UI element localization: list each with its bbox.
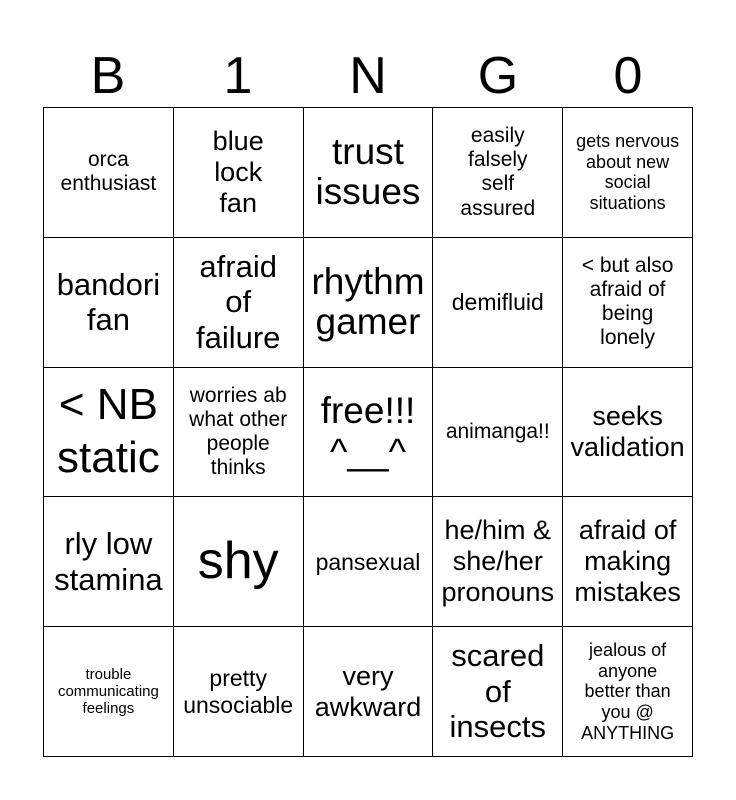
header-letter-n: N [349, 47, 387, 105]
bingo-cell[interactable] [304, 238, 434, 368]
bingo-cell[interactable] [433, 627, 563, 757]
bingo-cell[interactable] [563, 497, 693, 627]
cell-text: < but also afraid of being lonely [581, 253, 674, 350]
bingo-cell[interactable] [44, 368, 174, 498]
header-letter-b: B [90, 47, 126, 105]
cell-text: very awkward [314, 660, 422, 722]
header-letter-1: 1 [223, 47, 253, 105]
cell-text: < NB static [57, 380, 160, 482]
cell-text: blue lock fan [212, 125, 264, 218]
bingo-cell[interactable] [563, 627, 693, 757]
cell-text: afraid of making mistakes [574, 515, 681, 608]
bingo-cell[interactable] [563, 368, 693, 498]
cell-text: rly low stamina [54, 526, 163, 597]
bingo-cell[interactable] [433, 497, 563, 627]
cell-text: rhythm gamer [311, 260, 425, 343]
cell-text: pansexual [315, 548, 421, 575]
bingo-cell[interactable] [563, 108, 693, 238]
bingo-cell[interactable] [433, 368, 563, 498]
bingo-cell[interactable] [174, 368, 304, 498]
bingo-cell[interactable] [304, 627, 434, 757]
cell-text: easily falsely self assured [460, 124, 536, 220]
bingo-cell[interactable] [174, 627, 304, 757]
bingo-cell[interactable] [44, 238, 174, 368]
cell-text: he/him & she/her pronouns [441, 515, 555, 608]
header-letter-0: 0 [613, 47, 643, 105]
bingo-cell[interactable] [563, 238, 693, 368]
cell-text: trust issues [315, 130, 421, 213]
bingo-cell[interactable] [44, 108, 174, 238]
cell-text: animanga!! [445, 419, 550, 443]
cell-text: jealous of anyone better than you @ ANYTHING [581, 639, 675, 743]
cell-text: orca enthusiast [60, 148, 157, 196]
cell-text: gets nervous about new social situations [576, 131, 680, 214]
cell-text: seeks validation [570, 400, 685, 462]
cell-text: bandori fan [56, 266, 161, 338]
cell-text: pretty unsociable [183, 665, 294, 718]
bingo-cell[interactable] [44, 497, 174, 627]
cell-text: demifluid [451, 288, 544, 315]
cell-text: worries ab what other people thinks [189, 383, 288, 480]
bingo-grid [43, 107, 693, 757]
bingo-header [43, 46, 693, 106]
cell-text: trouble communicating feelings [57, 665, 159, 718]
bingo-cell[interactable] [304, 368, 434, 498]
cell-text: free!!! ^__^ [320, 390, 416, 472]
bingo-cell[interactable] [174, 108, 304, 238]
bingo-cell[interactable] [304, 497, 434, 627]
bingo-cell[interactable] [44, 627, 174, 757]
bingo-cell[interactable] [433, 238, 563, 368]
bingo-cell[interactable] [174, 238, 304, 368]
cell-text: scared of insects [449, 638, 547, 745]
bingo-cell[interactable] [433, 108, 563, 238]
bingo-cell[interactable] [304, 108, 434, 238]
header-letter-g: G [477, 47, 519, 105]
bingo-cell[interactable] [174, 497, 304, 627]
cell-text: afraid of failure [195, 248, 281, 356]
cell-text: shy [197, 531, 279, 590]
